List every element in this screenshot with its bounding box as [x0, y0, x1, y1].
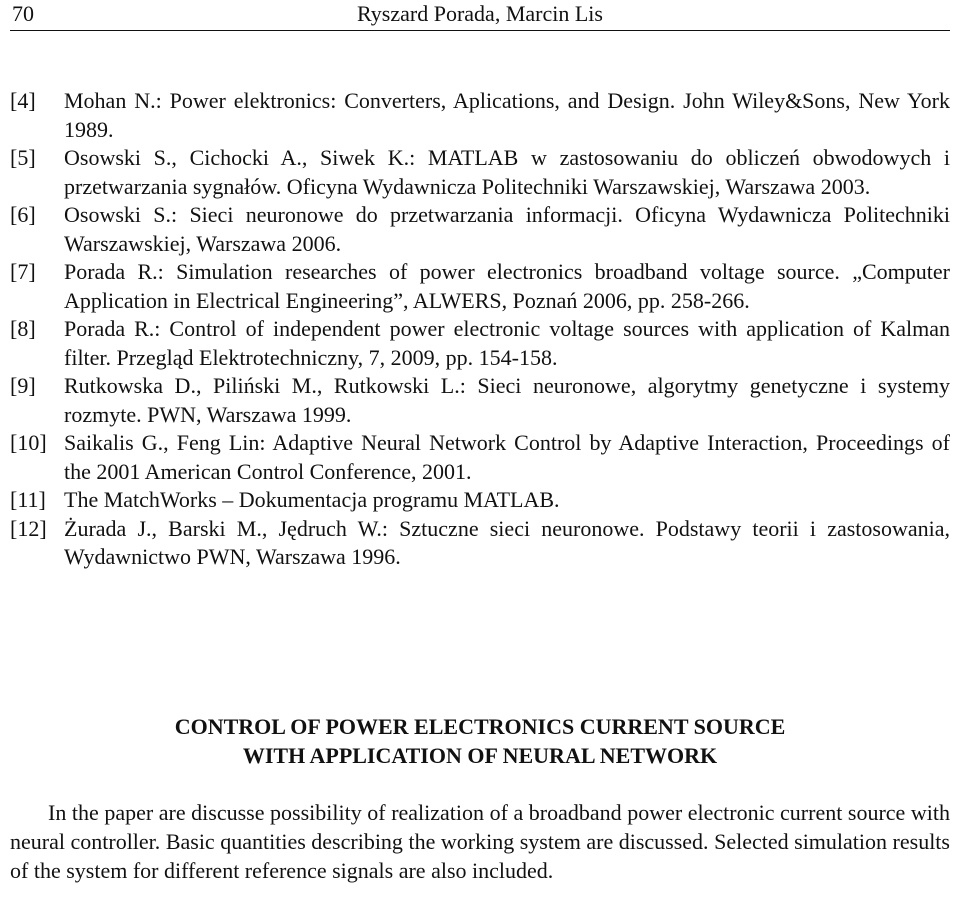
running-header — [10, 0, 950, 31]
reference-label: [4] — [10, 88, 36, 113]
reference-list — [10, 87, 950, 572]
reference-label: [6] — [10, 202, 36, 227]
abstract-body: In the paper are discusse possibility of realization of a broadband power electronic current source with neural controller. Basic quantities describing the working system are discussed. Selected simulation results of the system for different reference signals are also included. — [10, 800, 950, 883]
reference-text: Osowski S.: Sieci neuronowe do przetwarzania informacji. Oficyna Wydawnicza Politechniki Warszawskiej, Warszawa 2006. — [64, 202, 950, 256]
reference-item-5 — [10, 144, 950, 201]
reference-label: [9] — [10, 373, 36, 398]
page-number: 70 — [12, 1, 34, 26]
reference-label: [5] — [10, 145, 36, 170]
reference-label: [7] — [10, 259, 36, 284]
abstract-title-line-1: CONTROL OF POWER ELECTRONICS CURRENT SOURCE — [174, 714, 786, 739]
reference-item-12 — [10, 515, 950, 572]
abstract-title — [0, 712, 960, 770]
reference-item-11 — [10, 486, 950, 515]
reference-text: Żurada J., Barski M., Jędruch W.: Sztuczne sieci neuronowe. Podstawy teorii i zastosowania, Wydawnictwo PWN, Warszawa 1996. — [64, 515, 950, 569]
reference-label: [11] — [10, 487, 46, 512]
reference-item-8 — [10, 315, 950, 372]
reference-label: [10] — [10, 430, 47, 455]
reference-label: [8] — [10, 316, 36, 341]
reference-text: Porada R.: Simulation researches of power electronics broadband voltage source. „Computer Application in Electrical Engineering”, ALWERS, Poznań 2006, pp. 258-266. — [64, 259, 950, 313]
reference-text: Porada R.: Control of independent power electronic voltage sources with application of Kalman filter. Przegląd Elektrotechniczny, 7, 2009, pp. 154-158. — [64, 316, 950, 370]
reference-item-4 — [10, 87, 950, 144]
reference-item-9 — [10, 372, 950, 429]
reference-item-10 — [10, 429, 950, 486]
reference-text: Saikalis G., Feng Lin: Adaptive Neural Network Control by Adaptive Interaction, Proceedings of the 2001 American Control Conference, 2001. — [64, 430, 950, 484]
reference-item-6 — [10, 201, 950, 258]
header-authors: Ryszard Porada, Marcin Lis — [357, 1, 603, 26]
reference-text: Osowski S., Cichocki A., Siwek K.: MATLAB w zastosowaniu do obliczeń obwodowych i przetwarzania sygnałów. Oficyna Wydawnicza Politechniki Warszawskiej, Warszawa 2003. — [64, 145, 950, 199]
reference-text: The MatchWorks – Dokumentacja programu MATLAB. — [64, 487, 560, 512]
reference-label: [12] — [10, 515, 47, 541]
reference-item-7 — [10, 258, 950, 315]
reference-text: Rutkowska D., Piliński M., Rutkowski L.: Sieci neuronowe, algorytmy genetyczne i systemy rozmyte. PWN, Warszawa 1999. — [64, 373, 950, 427]
abstract-title-line-2: WITH APPLICATION OF NEURAL NETWORK — [242, 743, 718, 768]
reference-text: Mohan N.: Power elektronics: Converters, Aplications, and Design. John Wiley&Sons, New York 1989. — [64, 88, 950, 142]
